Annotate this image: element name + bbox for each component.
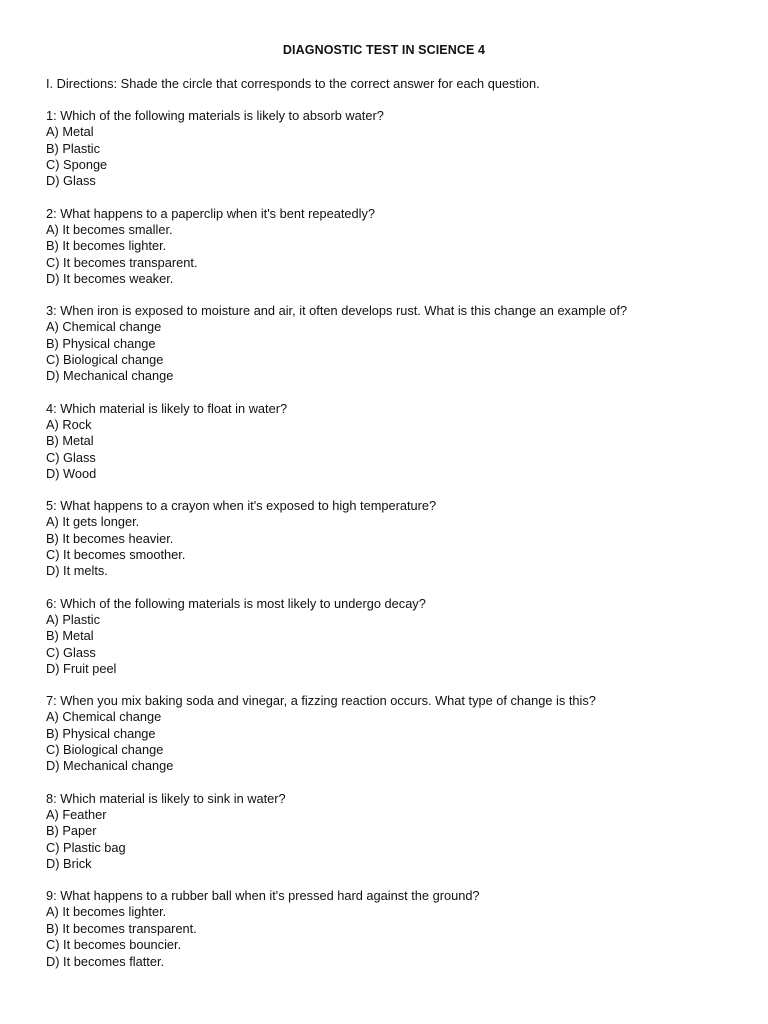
question-list (46, 108, 746, 986)
answer-option: B) It becomes heavier. (46, 530, 174, 546)
answer-option: A) It gets longer. (46, 514, 140, 530)
answer-option: D) Mechanical change (46, 758, 174, 774)
answer-option: D) Mechanical change (46, 368, 174, 384)
answer-option: C) It becomes bouncier. (46, 937, 182, 953)
answer-option: D) Brick (46, 855, 92, 871)
answer-option: C) It becomes transparent. (46, 254, 198, 270)
answer-option: D) It becomes weaker. (46, 270, 174, 286)
question-text: 2: What happens to a paperclip when it's bent repeatedly? (46, 205, 375, 221)
question-6 (46, 596, 746, 678)
answer-option: B) Metal (46, 628, 94, 644)
answer-option: A) Rock (46, 416, 92, 432)
question-4 (46, 401, 746, 483)
directions-text: I. Directions: Shade the circle that corresponds to the correct answer for each question. (46, 76, 540, 91)
answer-option: C) It becomes smoother. (46, 547, 186, 563)
question-1 (46, 108, 746, 190)
question-9 (46, 888, 746, 970)
answer-option: A) Chemical change (46, 319, 162, 335)
answer-option: D) It becomes flatter. (46, 953, 165, 969)
question-3 (46, 303, 746, 385)
answer-option: D) Glass (46, 173, 96, 189)
answer-option: D) Fruit peel (46, 660, 117, 676)
question-7 (46, 693, 746, 775)
answer-option: C) Glass (46, 644, 96, 660)
question-text: 6: Which of the following materials is most likely to undergo decay? (46, 595, 426, 611)
answer-option: A) Plastic (46, 611, 101, 627)
answer-option: B) Paper (46, 823, 97, 839)
answer-option: A) Feather (46, 806, 107, 822)
answer-option: B) Plastic (46, 140, 101, 156)
answer-option: B) It becomes transparent. (46, 920, 197, 936)
answer-option: B) Physical change (46, 725, 156, 741)
question-text: 1: Which of the following materials is likely to absorb water? (46, 108, 384, 123)
answer-option: B) It becomes lighter. (46, 238, 167, 254)
question-text: 3: When iron is exposed to moisture and air, it often develops rust. What is this change an example of? (46, 303, 628, 319)
answer-option: C) Biological change (46, 742, 164, 758)
answer-option: D) Wood (46, 465, 97, 481)
answer-option: C) Sponge (46, 157, 108, 173)
question-text: 4: Which material is likely to float in water? (46, 400, 288, 416)
answer-option: A) Metal (46, 124, 94, 140)
answer-option: A) Chemical change (46, 709, 162, 725)
answer-option: C) Plastic bag (46, 839, 126, 855)
question-text: 9: What happens to a rubber ball when it's pressed hard against the ground? (46, 888, 480, 904)
question-5 (46, 498, 746, 580)
answer-option: C) Biological change (46, 352, 164, 368)
answer-option: A) It becomes lighter. (46, 904, 167, 920)
answer-option: B) Physical change (46, 335, 156, 351)
answer-option: C) Glass (46, 449, 96, 465)
question-text: 5: What happens to a crayon when it's exposed to high temperature? (46, 498, 437, 514)
answer-option: D) It melts. (46, 563, 108, 579)
question-2 (46, 206, 746, 288)
answer-option: B) Metal (46, 433, 94, 449)
answer-option: A) It becomes smaller. (46, 221, 173, 237)
question-text: 7: When you mix baking soda and vinegar, a fizzing reaction occurs. What type of change is this? (46, 693, 596, 709)
page-title: DIAGNOSTIC TEST IN SCIENCE 4 (282, 43, 486, 57)
question-8 (46, 791, 746, 873)
question-text: 8: Which material is likely to sink in water? (46, 790, 286, 806)
